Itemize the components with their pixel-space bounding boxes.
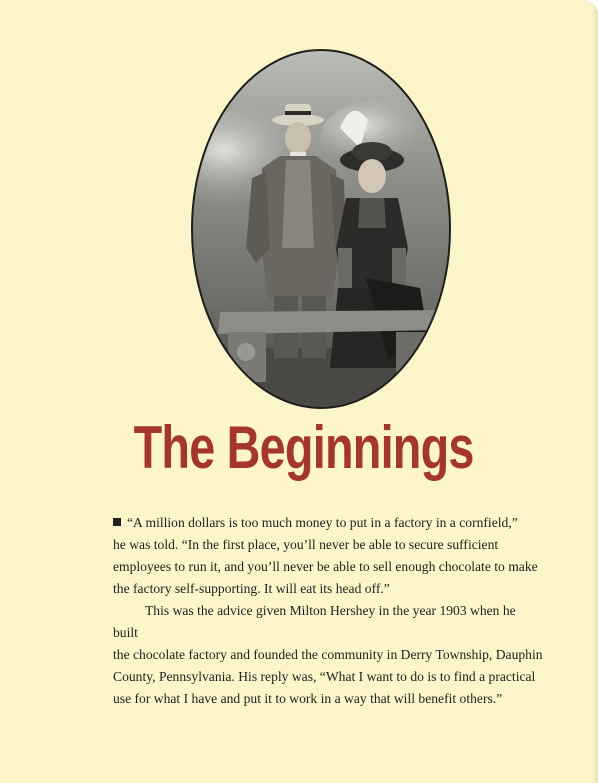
text-line: employees to run it, and you’ll never be able to sell enough chocolate to make bbox=[113, 559, 538, 574]
text-line: “A million dollars is too much money to put in a factory in a cornfield,” bbox=[127, 515, 518, 530]
body-text bbox=[113, 512, 543, 710]
text-line: he was told. “In the first place, you’ll never be able to secure sufficient bbox=[113, 537, 499, 552]
page-edge bbox=[592, 0, 598, 783]
text-line: use for what I have and put it to work in a way that will benefit others.” bbox=[113, 691, 503, 706]
portrait-photo bbox=[190, 48, 452, 410]
text-line: County, Pennsylvania. His reply was, “What I want to do is to find a practical bbox=[113, 669, 536, 684]
text-line: the factory self-supporting. It will eat its head off.” bbox=[113, 581, 390, 596]
page-title: The Beginnings bbox=[133, 414, 474, 481]
text-line: This was the advice given Milton Hershey in the year 1903 when he built bbox=[113, 603, 516, 640]
text-line: the chocolate factory and founded the community in Derry Township, Dauphin bbox=[113, 647, 543, 662]
paragraph-1 bbox=[113, 512, 543, 600]
square-bullet-icon bbox=[113, 518, 121, 526]
paragraph-2 bbox=[113, 600, 543, 710]
